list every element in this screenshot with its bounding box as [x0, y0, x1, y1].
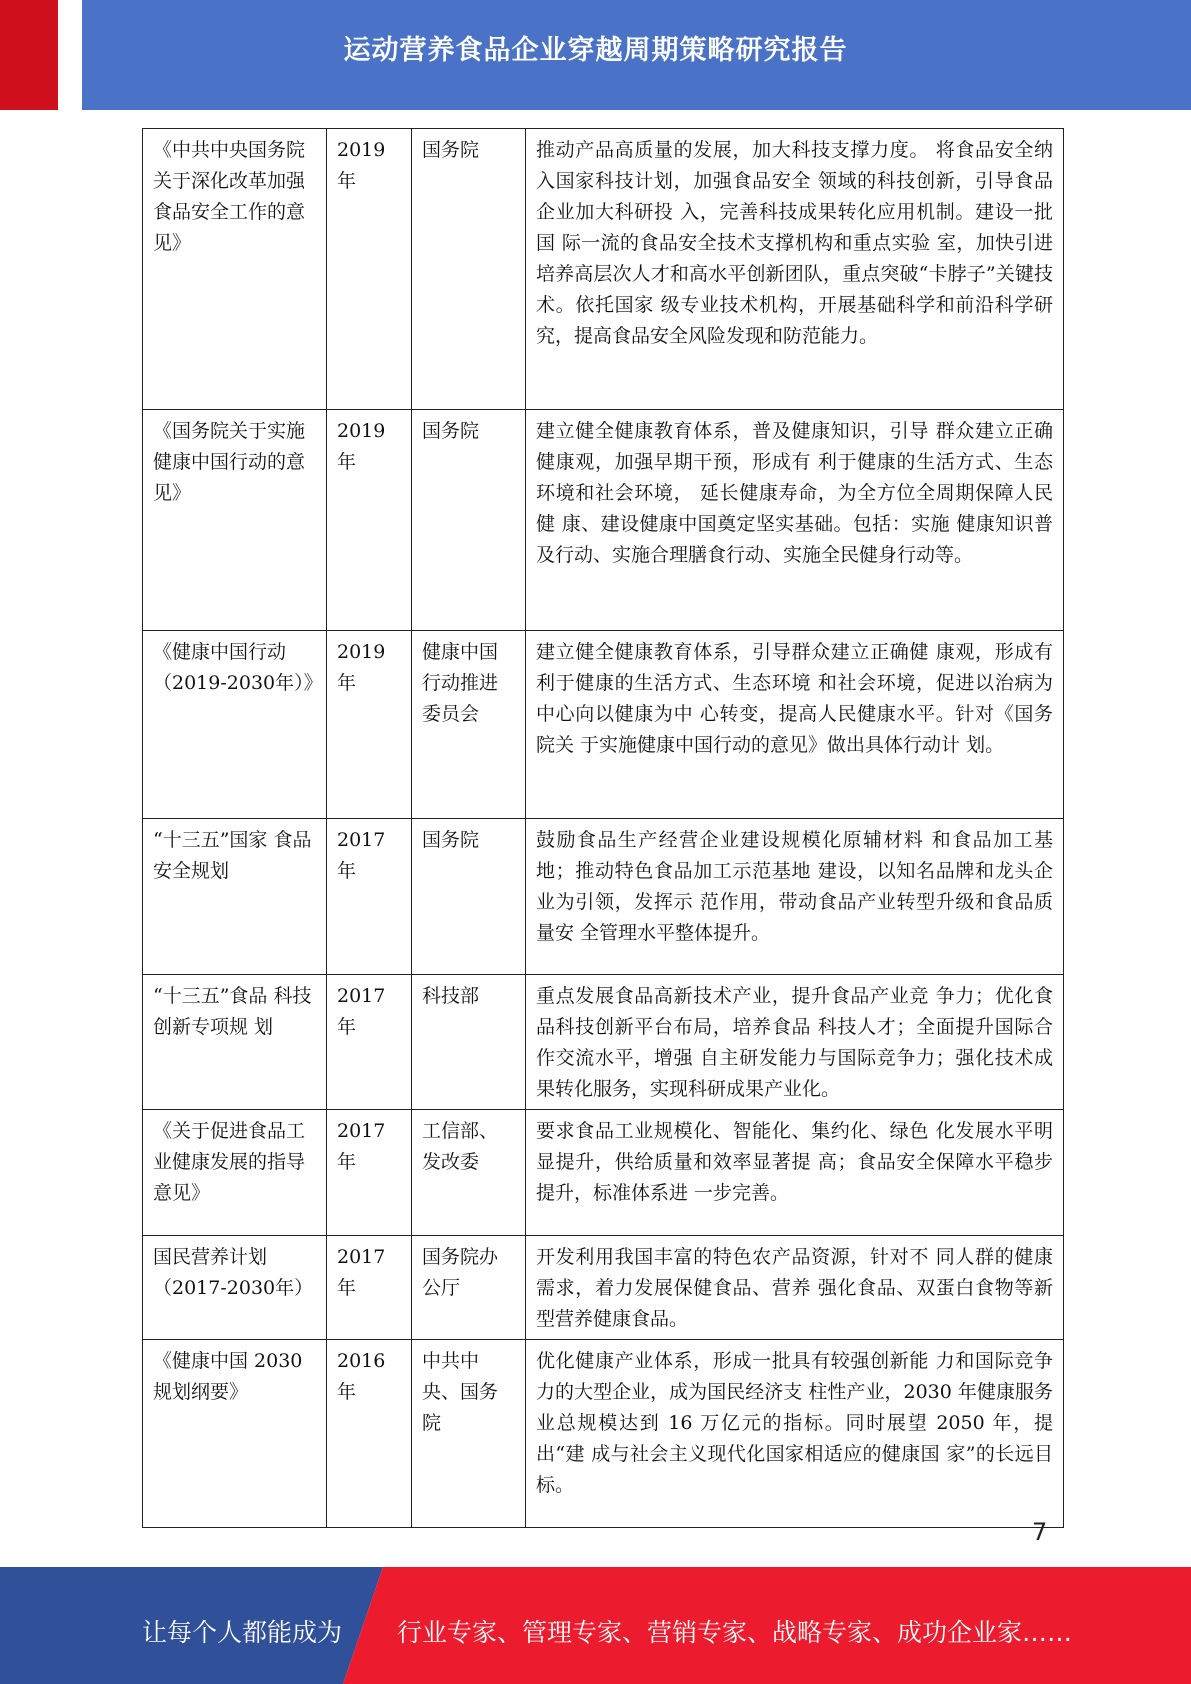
policy-year-cell: 2016年: [327, 1340, 412, 1528]
policy-year-cell: 2017年: [327, 1110, 412, 1236]
policy-year-cell: 2019年: [327, 631, 412, 819]
table-row: [143, 1236, 1064, 1340]
footer-slogan-right: 行业专家、管理专家、营销专家、战略专家、成功企业家……: [397, 1618, 1073, 1647]
policy-table-container: [142, 128, 1064, 1528]
table-row: [143, 1340, 1064, 1528]
policy-table: [142, 128, 1064, 1528]
policy-name-cell: 《国务院关于实施健康中国行动的意见》: [143, 410, 327, 631]
policy-name-cell: 《中共中央国务院关于深化改革加强食品安全工作的意见》: [143, 129, 327, 410]
policy-org-cell: 国务院: [412, 819, 526, 975]
policy-org-cell: 国务院办公厅: [412, 1236, 526, 1340]
policy-year-cell: 2019年: [327, 410, 412, 631]
footer-slogan-left: 让每个人都能成为: [142, 1618, 343, 1647]
policy-org-cell: 健康中国行动推进委员会: [412, 631, 526, 819]
policy-name-cell: 国民营养计划（2017-2030年）: [143, 1236, 327, 1340]
policy-org-cell: 科技部: [412, 975, 526, 1110]
policy-year-cell: 2017年: [327, 819, 412, 975]
report-title: 运动营养食品企业穿越周期策略研究报告: [343, 35, 848, 66]
table-row: [143, 1110, 1064, 1236]
policy-org-cell: 国务院: [412, 129, 526, 410]
policy-year-cell: 2019年: [327, 129, 412, 410]
policy-desc-cell: 推动产品高质量的发展，加大科技支撑力度。 将食品安全纳入国家科技计划，加强食品安全 领域的科技创新，引导食品企业加大科研投 入，完善科技成果转化应用机制。建设一批国 际一流的食品安全技术支撑机构和重点实验 室，加快引进培养高层次人才和高水平创新团队，重点突破“卡脖子”关键技术。依托国家 级专业技术机构，开展基础科学和前沿科学研 究，提高食品安全风险发现和防范能力。: [526, 129, 1064, 410]
page-footer: [0, 1567, 1191, 1684]
policy-name-cell: 《健康中国行动（2019-2030年）》: [143, 631, 327, 819]
policy-name-cell: 《健康中国 2030 规划纲要》: [143, 1340, 327, 1528]
policy-name-cell: “十三五”国家 食品安全规划: [143, 819, 327, 975]
policy-desc-cell: 鼓励食品生产经营企业建设规模化原辅材料 和食品加工基地；推动特色食品加工示范基地 建设，以知名品牌和龙头企业为引领，发挥示 范作用，带动食品产业转型升级和食品质量安 全管理水平整体提升。: [526, 819, 1064, 975]
policy-desc-cell: 建立健全健康教育体系，引导群众建立正确健 康观，形成有利于健康的生活方式、生态环境 和社会环境，促进以治病为中心向以健康为中 心转变，提高人民健康水平。针对《国务院关 于实施健康中国行动的意见》做出具体行动计 划。: [526, 631, 1064, 819]
table-row: [143, 129, 1064, 410]
policy-org-cell: 工信部、发改委: [412, 1110, 526, 1236]
table-row: [143, 975, 1064, 1110]
policy-year-cell: 2017年: [327, 1236, 412, 1340]
policy-desc-cell: 重点发展食品高新技术产业，提升食品产业竞 争力；优化食品科技创新平台布局，培养食品 科技人才；全面提升国际合作交流水平，增强 自主研发能力与国际竞争力；强化技术成果转化服务，实现科研成果产业化。: [526, 975, 1064, 1110]
table-row: [143, 631, 1064, 819]
policy-name-cell: “十三五”食品 科技创新专项规 划: [143, 975, 327, 1110]
page-header: [0, 0, 1191, 110]
table-row: [143, 410, 1064, 631]
page-number: 7: [1032, 1518, 1048, 1546]
policy-year-cell: 2017年: [327, 975, 412, 1110]
policy-org-cell: 中共中央、国务院: [412, 1340, 526, 1528]
policy-desc-cell: 建立健全健康教育体系，普及健康知识，引导 群众建立正确健康观，加强早期干预，形成有 利于健康的生活方式、生态环境和社会环境， 延长健康寿命，为全方位全周期保障人民健 康、建设健康中国奠定坚实基础。包括：实施 健康知识普及行动、实施合理膳食行动、实施全民健身行动等。: [526, 410, 1064, 631]
policy-desc-cell: 优化健康产业体系，形成一批具有较强创新能 力和国际竞争力的大型企业，成为国民经济支 柱性产业，2030 年健康服务业总规模达到 16 万亿元的指标。同时展望 2050 年，提出“建 成与社会主义现代化国家相适应的健康国 家”的长远目标。: [526, 1340, 1064, 1528]
policy-desc-cell: 要求食品工业规模化、智能化、集约化、绿色 化发展水平明显提升，供给质量和效率显著提 高；食品安全保障水平稳步提升，标准体系进 一步完善。: [526, 1110, 1064, 1236]
policy-name-cell: 《关于促进食品工业健康发展的指导意见》: [143, 1110, 327, 1236]
policy-desc-cell: 开发利用我国丰富的特色农产品资源，针对不 同人群的健康需求，着力发展保健食品、营养 强化食品、双蛋白食物等新型营养健康食品。: [526, 1236, 1064, 1340]
table-row: [143, 819, 1064, 975]
policy-org-cell: 国务院: [412, 410, 526, 631]
